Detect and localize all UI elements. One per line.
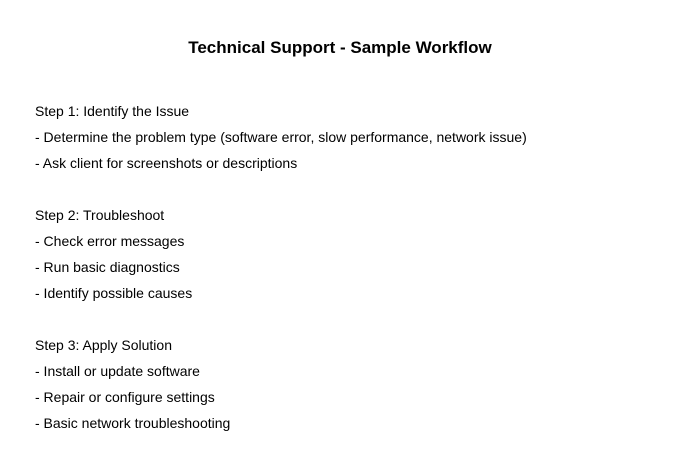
step-3-section — [35, 332, 665, 436]
step-1-heading: Step 1: Identify the Issue — [35, 103, 190, 119]
document-title: Technical Support - Sample Workflow — [188, 38, 492, 57]
step-2-item: - Run basic diagnostics — [35, 259, 180, 275]
workflow-content — [35, 98, 665, 462]
step-2-section — [35, 202, 665, 306]
step-3-heading: Step 3: Apply Solution — [35, 337, 172, 353]
step-2-item: - Identify possible causes — [35, 285, 193, 301]
step-1-section — [35, 98, 665, 176]
step-3-item: - Repair or configure settings — [35, 389, 215, 405]
step-2-heading: Step 2: Troubleshoot — [35, 207, 165, 223]
step-1-item: - Determine the problem type (software error, slow performance, network issue) — [35, 129, 527, 145]
step-3-item: - Basic network troubleshooting — [35, 415, 231, 431]
step-1-item: - Ask client for screenshots or descriptions — [35, 155, 298, 171]
step-2-item: - Check error messages — [35, 233, 185, 249]
step-3-item: - Install or update software — [35, 363, 200, 379]
